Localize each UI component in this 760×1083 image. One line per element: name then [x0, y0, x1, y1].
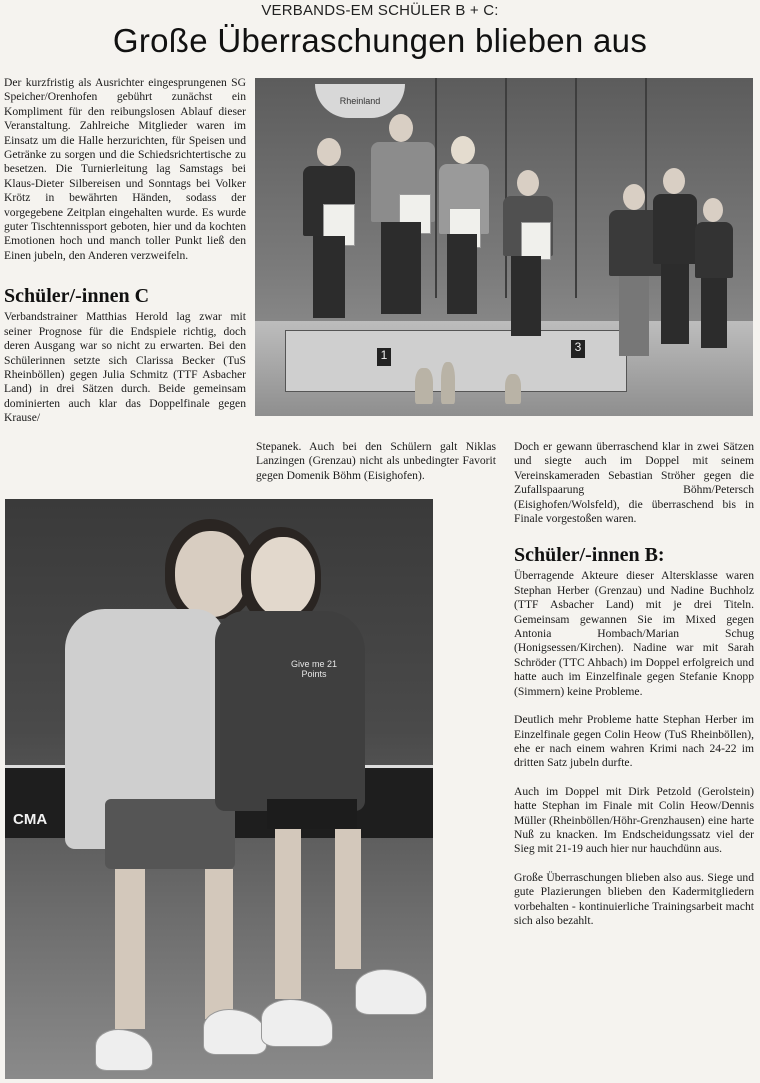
- section-c-paragraph-3: Doch er gewann überraschend klar in zwei Sätzen und siegte auch im Doppel mit seinem Vereinskameraden Sebastian Ströher gegen die Zufallspaarung Böhm/Petersch (Eisighofen/Wolsfeld), die überraschend bis in Finale vorgestoßen waren.: [514, 440, 754, 526]
- section-b-paragraph-2: Deutlich mehr Probleme hatte Stephan Herber im Einzelfinale gegen Colin Heow (TuS Rheinböllen), ehe er nach einem wahren Krimi nach 24-22 im dritten Satz jubeln durfte.: [514, 713, 754, 770]
- section-c-heading: Schüler/-innen C: [4, 285, 150, 308]
- section-b-paragraph-4: Große Überraschungen blieben also aus. Siege und gute Plazierungen blieben den Kadermitgliedern vorbehalten - kontinuierliche Trainingsarbeit macht sich also bezahlt.: [514, 870, 754, 927]
- podium-place-1: 1: [377, 348, 391, 366]
- section-b-heading: Schüler/-innen B:: [514, 544, 665, 567]
- article-kicker: VERBANDS-EM SCHÜLER B + C:: [261, 2, 499, 19]
- intro-paragraph: Der kurzfristig als Ausrichter eingesprungenen SG Speicher/Orenhofen gebührt zunächst ein Kompliment für den reibungslosen Ablauf dieser Veranstaltung. Zahlreiche Mitglieder waren im Einsatz um die Halle herzurichten, für Speisen und Getränke zu sorgen und die Schiedsrichtertische zu besetzen. Die Turnierleitung lag Samstags bei Klaus-Dieter Silbereisen und Sonntags bei Volker Krötz in bewährten Händen, sodass der vorgegebene Zeitplan eingehalten wurde. Es wurde guter Tischtennissport geboten, hier und da kochten Emotionen hoch und manch toller Punkt ließ den Einen jubeln, den Anderen verzweifeln.: [4, 76, 246, 262]
- section-c-paragraph-1: Verbandstrainer Matthias Herold lag zwar mit seiner Prognose für die Endspiele richtig, doch deren Ausgang war so nicht zu erwarten. Bei den Schülerinnen setzte sich Clarissa Becker (TuS Rheinböllen) gegen Julia Schmitz (TTF Asbacher Land) in drei Sätzen durch. Beide gemeinsam dominierten auch klar das Doppelfinale gegen Krause/: [4, 310, 246, 425]
- column-middle: [256, 440, 496, 483]
- rheinland-banner: Rheinland: [315, 84, 405, 118]
- column-left-top: [4, 76, 246, 426]
- table-brand-text: CMA: [13, 811, 48, 828]
- section-b-paragraph-3: Auch im Doppel mit Dirk Petzold (Gerolstein) hatte Stephan im Finale mit Colin Heow/Dennis Müller (Rheinböllen/Höhr-Grenzhausen) eine harte Nuß zu knacken. Im Endscheidungssatz viel der Sieg mit 21-19 auch hier nur hauchdünn aus.: [514, 784, 754, 856]
- podium-photo: [255, 78, 753, 416]
- girls-photo: [5, 499, 433, 1079]
- column-right: [514, 440, 754, 928]
- article-headline: Große Überraschungen blieben aus: [112, 22, 648, 59]
- shirt-print-text: Give me 21 Points: [290, 659, 338, 679]
- section-b-paragraph-1: Überragende Akteure dieser Altersklasse waren Stephan Herber (Grenzau) und Nadine Buchholz (TTF Asbacher Land) mit je drei Titeln. Gemeinsam gewannen Sie im Mixed gegen Antonia Hombach/Marian Schug (Honigsessen/Kirchen). Nadine war mit Sarah Schröder (TTC Ahbach) im Doppel erfolgreich und hatte auch im Einzelfinale gegen Stefanie Knopp (Simmern) keine Probleme.: [514, 569, 754, 698]
- section-c-paragraph-2: Stepanek. Auch bei den Schülern galt Niklas Lanzingen (Grenzau) nicht als unbedingter Favorit gegen Domenik Böhm (Eisighofen).: [256, 440, 496, 482]
- podium-place-3: 3: [571, 340, 585, 358]
